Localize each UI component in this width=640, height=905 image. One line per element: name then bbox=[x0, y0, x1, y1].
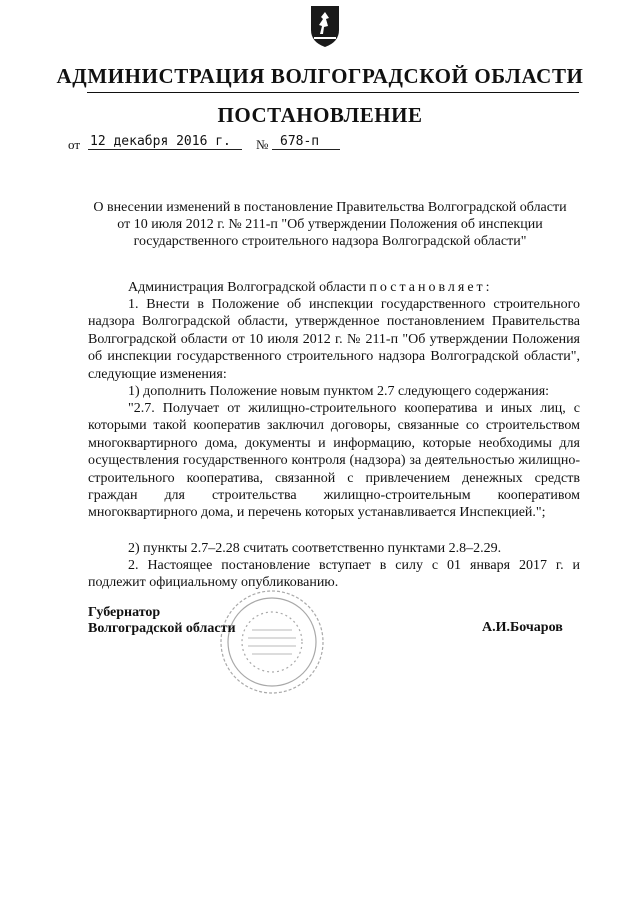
item-1-2: 2) пункты 2.7–2.28 считать соответственно пунктами 2.8–2.29. bbox=[128, 541, 502, 556]
signatory-title-line: Волгоградской области bbox=[88, 621, 236, 636]
item-2: 2. Настоящее постановление вступает в силу с 01 января 2017 г. и подлежит официальному опубликованию. bbox=[88, 558, 580, 591]
date-number-line bbox=[68, 134, 388, 154]
item-1-1: 1) дополнить Положение новым пунктом 2.7 следующего содержания: bbox=[128, 384, 550, 399]
document-number: 678-п bbox=[272, 134, 340, 150]
item-1-1-text: "2.7. Получает от жилищно-строительного кооператива и иных лиц, с которыми такой кооператив заключил договоры, связанные со строительством многоквартирного дома, документы и информацию, которые необходимы для осуществления государственного контроля (надзора) за деятельностью жилищно-строительного кооператива, связанной с привлечением денежных средств граждан для строительства жилищно-строительным кооперативом многоквартирного дома, и перечень которых устанавливается Инспекцией."; bbox=[88, 401, 580, 521]
header-divider bbox=[87, 92, 579, 93]
subject-line: О внесении изменений в постановление Правительства Волгоградской области bbox=[93, 200, 567, 215]
organization-title: АДМИНИСТРАЦИЯ ВОЛГОГРАДСКОЙ ОБЛАСТИ bbox=[56, 64, 584, 88]
intro-lead: Администрация Волгоградской области bbox=[128, 280, 366, 295]
emblem-icon bbox=[305, 4, 345, 48]
signatory-title bbox=[88, 605, 236, 637]
item-1: 1. Внести в Положение об инспекции государственного строительного надзора Волгоградской области, утвержденное постановлением Правительства Волгоградской области от 10 июля 2012 г. № 211-п "Об утверждении Положения об инспекции государственного строительного надзора Волгоградской области", следующие изменения: bbox=[88, 297, 580, 382]
document-date: 12 декабря 2016 г. bbox=[88, 134, 242, 150]
document-subject bbox=[80, 199, 580, 250]
signatory-name: А.И.Бочаров bbox=[482, 620, 563, 635]
document-type-title: ПОСТАНОВЛЕНИЕ bbox=[217, 103, 423, 127]
number-prefix: № bbox=[256, 137, 269, 152]
subject-line: государственного строительного надзора Волгоградской области" bbox=[133, 234, 527, 249]
intro-paragraph bbox=[88, 279, 580, 296]
date-prefix: от bbox=[68, 137, 81, 152]
subject-line: от 10 июля 2012 г. № 211-п "Об утверждении Положения об инспекции bbox=[117, 217, 543, 232]
signatory-title-line: Губернатор bbox=[88, 605, 161, 620]
decree-word: постановляет: bbox=[369, 280, 493, 295]
